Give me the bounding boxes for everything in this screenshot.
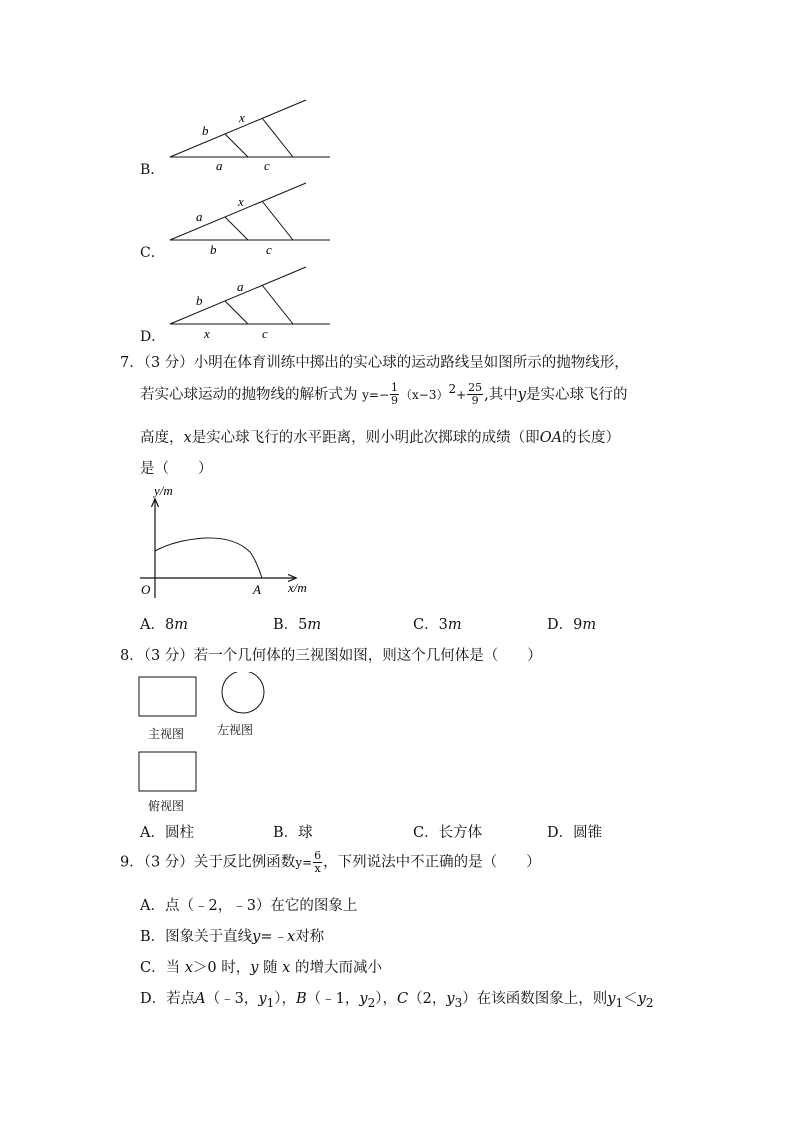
frac-num: 1 bbox=[391, 381, 398, 395]
q7-line2-prefix: 若实心球运动的抛物线的解析式为 bbox=[140, 386, 358, 403]
q7-line4: 是（ ） bbox=[140, 461, 213, 477]
q6-figure-b bbox=[160, 95, 340, 175]
left-view-label: 左视图 bbox=[217, 723, 254, 737]
q7-option-b: B．5m bbox=[273, 617, 322, 633]
q8-option-b: B．球 bbox=[273, 825, 313, 841]
label-upper2: a bbox=[237, 279, 244, 294]
parabola-curve bbox=[155, 538, 262, 578]
q6-figure-c bbox=[160, 178, 340, 258]
q7-line3 bbox=[140, 426, 620, 447]
q9-option-d: D．若点A（﹣3，$y_1$），B（﹣1，$y_2$），C（2，$y_3$）在该函数图象上，则$y_1<y_2$ bbox=[140, 991, 654, 1010]
y-axis-label: y/m bbox=[154, 483, 173, 498]
q8-stem: 8．（3 分）若一个几何体的三视图如图，则这个几何体是（ ） bbox=[120, 648, 542, 664]
origin-label: O bbox=[141, 582, 151, 597]
q8-option-a: A．圆柱 bbox=[140, 825, 194, 841]
label-lower2: c bbox=[264, 158, 270, 173]
label-lower1: x bbox=[204, 326, 210, 341]
label-lower1: a bbox=[216, 158, 223, 173]
frac-den: 9 bbox=[471, 394, 479, 408]
formula-mid: （x−3） bbox=[400, 387, 449, 402]
option-letter: D． bbox=[140, 329, 166, 345]
fraction-25-9 bbox=[467, 382, 483, 407]
q7-option-a: A．8m bbox=[140, 617, 188, 633]
point-a-label: A bbox=[253, 582, 261, 597]
frac-num: 6 bbox=[314, 849, 322, 862]
front-view-rect bbox=[139, 677, 196, 716]
label-lower2: c bbox=[266, 242, 272, 257]
label-upper1: b bbox=[202, 123, 209, 138]
q7-line3-c: 的长度） bbox=[562, 430, 621, 446]
top-view-label: 俯视图 bbox=[148, 799, 185, 813]
label-upper2: x bbox=[239, 110, 245, 125]
q9-option-b: B．图象关于直线y=﹣x对称 bbox=[140, 929, 325, 945]
label-lower1: b bbox=[210, 242, 217, 257]
x-axis-label: x/m bbox=[288, 580, 307, 595]
var-y: y bbox=[517, 386, 526, 403]
q7-line3-b: 是实心球飞行的水平距离，则小明此次掷球的成绩（即 bbox=[191, 430, 540, 446]
formula-y: y=− bbox=[362, 387, 389, 402]
formula-exp: 2 bbox=[448, 382, 457, 396]
q6-figure-d bbox=[160, 262, 340, 342]
left-view-circle bbox=[222, 672, 264, 713]
q9-option-a: A．点（﹣2，﹣3）在它的图象上 bbox=[140, 898, 358, 914]
q8-three-views bbox=[136, 672, 276, 812]
frac-num: 25 bbox=[468, 381, 483, 395]
fraction-6-x bbox=[313, 850, 322, 875]
option-letter: C． bbox=[140, 245, 165, 261]
q7-suffix-b: 是实心球飞行的 bbox=[525, 386, 628, 403]
q7-option-c: C．3m bbox=[413, 617, 462, 633]
q7-parabola-graph bbox=[130, 480, 330, 602]
frac-den: 9 bbox=[391, 394, 398, 408]
q7-option-d: D．9m bbox=[547, 617, 597, 633]
q8-option-c: C．长方体 bbox=[413, 825, 483, 841]
var-x: x bbox=[183, 430, 192, 446]
q9-stem: 9．（3 分）关于反比例函数y= $\frac{6}{x}$ ，下列说法中不正确的是（ ） bbox=[120, 849, 541, 875]
formula-plus: + bbox=[456, 387, 467, 402]
label-upper1: b bbox=[196, 293, 203, 308]
segment-oa: OA bbox=[539, 430, 563, 446]
formula-y: y= bbox=[295, 855, 313, 870]
q7-line3-a: 高度， bbox=[140, 430, 184, 446]
label-lower2: c bbox=[262, 326, 268, 341]
q7-line1: 7．（3 分）小明在体育训练中掷出的实心球的运动路线呈如图所示的抛物线形， bbox=[120, 355, 629, 371]
front-view-label: 主视图 bbox=[148, 727, 185, 741]
q8-option-d: D．圆锥 bbox=[547, 825, 603, 841]
q7-line2 bbox=[140, 382, 627, 407]
q9-option-c: C．当 x＞0 时，y 随 x 的增大而减小 bbox=[140, 960, 382, 976]
top-view-rect bbox=[139, 752, 196, 791]
label-upper1: a bbox=[196, 209, 203, 224]
q7-suffix-a: ,其中 bbox=[484, 386, 518, 403]
frac-den: x bbox=[314, 862, 321, 875]
fraction-1-9 bbox=[390, 382, 399, 407]
option-letter: B． bbox=[140, 162, 165, 178]
label-upper2: x bbox=[238, 194, 244, 209]
